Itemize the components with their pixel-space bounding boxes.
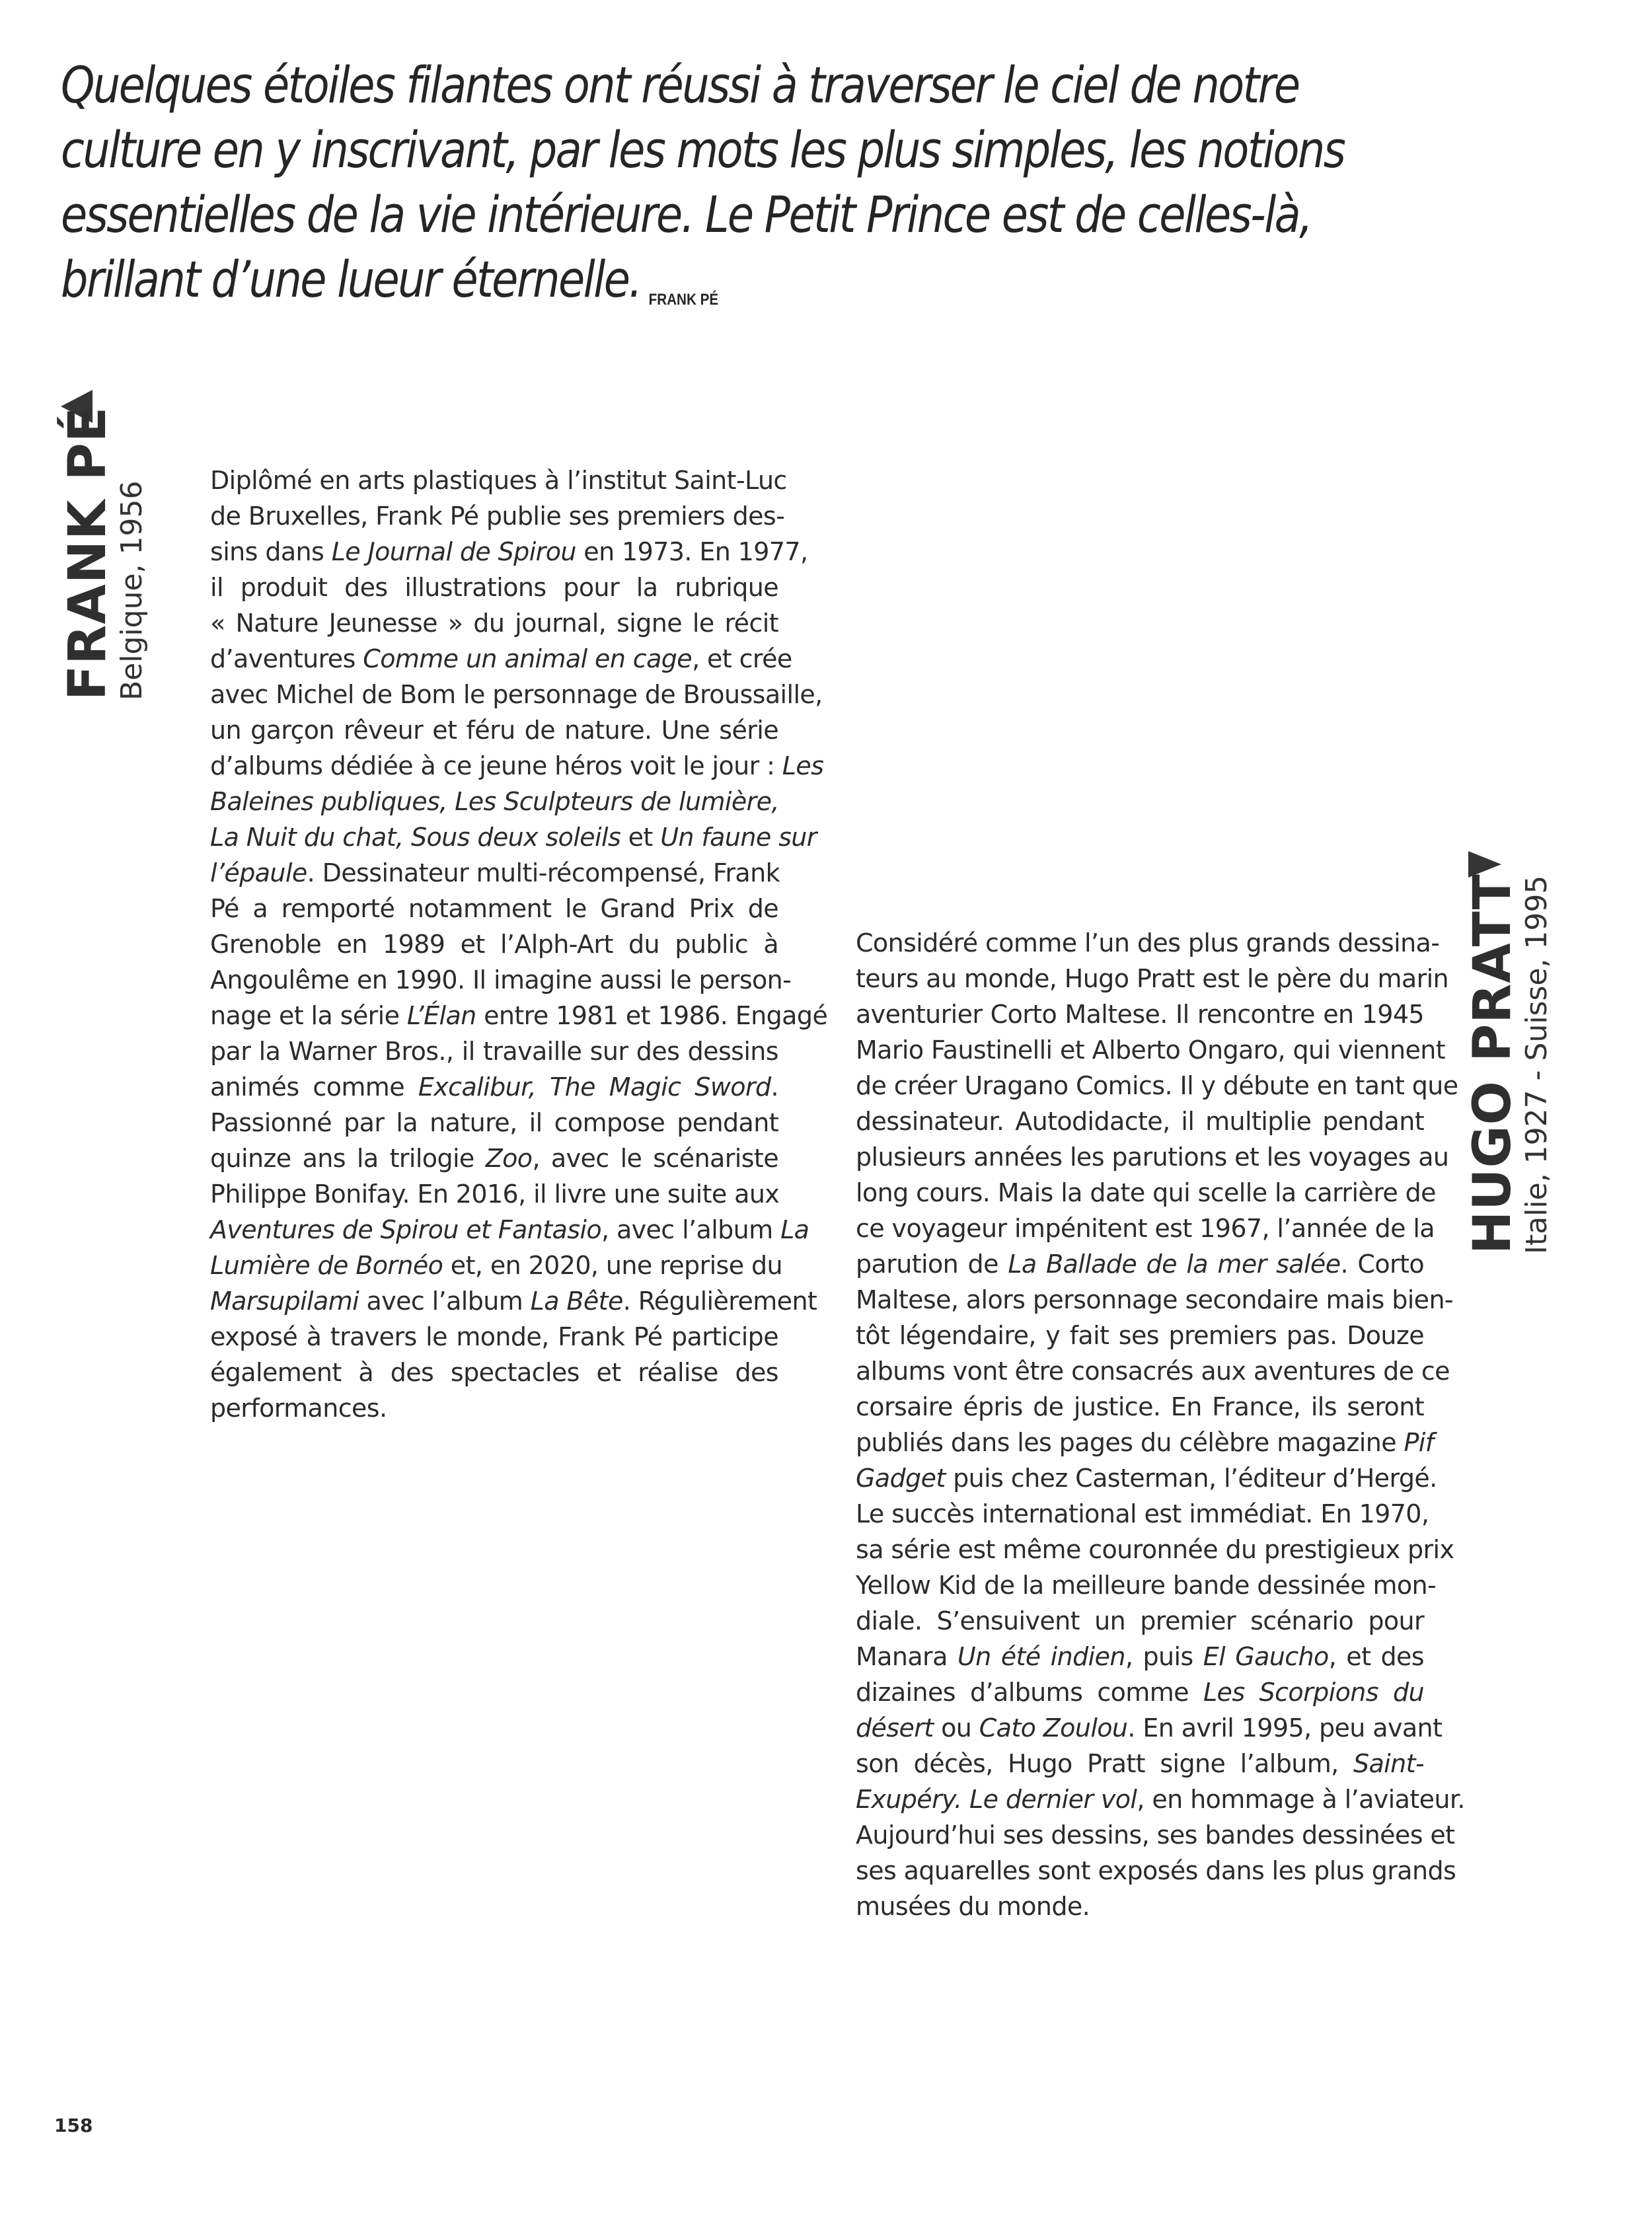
italic-title: Aventures de Spirou et Fantasio: [210, 1215, 601, 1244]
bio-line: Pé a remporté notamment le Grand Prix de: [210, 894, 778, 923]
bio-line: Marsupilami avec l’album La Bête. Régulièrement: [210, 1287, 817, 1316]
italic-title: Un faune sur: [660, 823, 817, 852]
italic-title: La Ballade de la mer salée: [1008, 1250, 1341, 1279]
bio-line: désert ou Cato Zoulou. En avril 1995, peu avant: [856, 1713, 1443, 1743]
bio-line: albums vont être consacrés aux aventures de ce: [856, 1357, 1450, 1386]
bio-line: Yellow Kid de la meilleure bande dessinée mon-: [856, 1571, 1437, 1600]
bio-line: Gadget puis chez Casterman, l’éditeur d’Hergé.: [856, 1464, 1437, 1493]
bio-line: parution de La Ballade de la mer salée. Corto: [856, 1250, 1424, 1279]
quote-line: culture en y inscrivant, par les mots les plus simples, les notions: [61, 120, 1345, 179]
bio-line: Passionné par la nature, il compose pendant: [210, 1108, 778, 1137]
italic-title: Saint-: [1353, 1749, 1424, 1778]
epigraph-quote: [61, 53, 1345, 332]
italic-title: La: [780, 1215, 809, 1244]
bio-line: Maltese, alors personnage secondaire mais bien-: [856, 1285, 1454, 1314]
italic-title: désert: [856, 1713, 934, 1743]
italic-title: El Gaucho: [1203, 1642, 1329, 1671]
quote-line-last: [61, 247, 1265, 332]
bio-line: publiés dans les pages du célèbre magazine Pif: [856, 1428, 1434, 1457]
bio-line: Grenoble en 1989 et l’Alph-Art du public à: [210, 930, 778, 959]
bio-line: également à des spectacles et réalise des: [210, 1358, 778, 1387]
quote-line: Quelques étoiles filantes ont réussi à traverser le ciel de notre: [61, 56, 1299, 114]
artist-heading-frank-pe: [58, 406, 149, 700]
bio-line: Mario Faustinelli et Alberto Ongaro, qui viennent: [856, 1035, 1446, 1065]
bio-line: tôt légendaire, y fait ses premiers pas. Douze: [856, 1321, 1424, 1350]
bio-line: ce voyageur impénitent est 1967, l’année de la: [856, 1214, 1435, 1243]
italic-title: Les: [782, 751, 824, 780]
bio-line: avec Michel de Bom le personnage de Broussaille,: [210, 680, 823, 709]
bio-line: animés comme Excalibur, The Magic Sword.: [210, 1072, 778, 1102]
bio-line: il produit des illustrations pour la rubrique: [210, 573, 778, 602]
italic-title: Baleines publiques, Les Sculpteurs de lumière,: [210, 787, 779, 816]
bio-line: l’épaule. Dessinateur multi-récompensé, Frank: [210, 858, 780, 887]
bio-line: La Nuit du chat, Sous deux soleils et Un faune sur: [210, 823, 817, 852]
italic-title: Pif: [1404, 1428, 1434, 1457]
bio-line: diale. S’ensuivent un premier scénario pour: [856, 1606, 1424, 1635]
italic-title: Comme un animal en cage: [363, 644, 693, 673]
italic-title: Exupéry. Le dernier vol: [856, 1785, 1137, 1814]
italic-title: Cato Zoulou: [979, 1713, 1128, 1743]
bio-line: corsaire épris de justice. En France, ils seront: [856, 1392, 1424, 1421]
bio-line: plusieurs années les parutions et les voyages au: [856, 1143, 1449, 1172]
bio-line: de créer Uragano Comics. Il y débute en tant que: [856, 1071, 1458, 1100]
quote-attribution: FRANK PÉ: [648, 291, 719, 309]
bio-line: [210, 784, 778, 819]
italic-title: Zoo: [485, 1144, 533, 1173]
bio-line: Philippe Bonifay. En 2016, il livre une suite aux: [210, 1180, 780, 1209]
artist-name: FRANK PÉ: [58, 406, 118, 700]
bio-line: un garçon rêveur et féru de nature. Une série: [210, 716, 778, 745]
italic-title: Les Scorpions du: [1203, 1678, 1424, 1707]
italic-title: Gadget: [856, 1464, 946, 1493]
bio-line: performances.: [210, 1394, 387, 1423]
artist-heading-hugo-pratt: [1463, 874, 1554, 1254]
bio-line: dessinateur. Autodidacte, il multiplie pendant: [856, 1107, 1424, 1136]
bio-line: ses aquarelles sont exposés dans les plus grands: [856, 1856, 1456, 1885]
artist-origin: Belgique, 1956: [115, 480, 149, 700]
italic-title: l’épaule: [210, 858, 307, 887]
bio-line: d’albums dédiée à ce jeune héros voit le jour : Les: [210, 751, 824, 780]
bio-line: « Nature Jeunesse » du journal, signe le récit: [210, 609, 778, 638]
bio-line: Exupéry. Le dernier vol, en hommage à l’aviateur.: [856, 1785, 1465, 1814]
bio-line: aventurier Corto Maltese. Il rencontre en 1945: [856, 1000, 1424, 1029]
bio-line: sins dans Le Journal de Spirou en 1973. En 1977,: [210, 537, 808, 566]
italic-title: Le Journal de Spirou: [331, 537, 576, 566]
bio-line: Considéré comme l’un des plus grands dessina-: [856, 928, 1440, 957]
italic-title: La Nuit du chat, Sous deux soleils: [210, 823, 621, 852]
bio-line: de Bruxelles, Frank Pé publie ses premiers des-: [210, 502, 785, 531]
bio-line: exposé à travers le monde, Frank Pé participe: [210, 1322, 778, 1351]
bio-line: long cours. Mais la date qui scelle la carrière de: [856, 1178, 1436, 1207]
bio-line: dizaines d’albums comme Les Scorpions du: [856, 1678, 1424, 1707]
quote-line: essentielles de la vie intérieure. Le Petit Prince est de celles-là,: [61, 185, 1312, 244]
artist-bio-frank-pe: [210, 463, 828, 1426]
bio-line: nage et la série L’Élan entre 1981 et 1986. Engagé: [210, 1001, 828, 1030]
bio-line: quinze ans la trilogie Zoo, avec le scénariste: [210, 1144, 778, 1173]
artist-bio-hugo-pratt: [856, 925, 1465, 1924]
italic-title: Marsupilami: [210, 1287, 359, 1316]
bio-line: Lumière de Bornéo et, en 2020, une reprise du: [210, 1251, 783, 1280]
artist-name: HUGO PRATT: [1463, 874, 1522, 1254]
italic-title: Lumière de Bornéo: [210, 1251, 443, 1280]
bio-line: Aujourd’hui ses dessins, ses bandes dessinées et: [856, 1820, 1455, 1850]
italic-title: L’Élan: [406, 1001, 476, 1030]
bio-line: teurs au monde, Hugo Pratt est le père du marin: [856, 964, 1449, 993]
artist-origin: Italie, 1927 - Suisse, 1995: [1520, 875, 1554, 1254]
bio-line: Angoulême en 1990. Il imagine aussi le person-: [210, 965, 792, 994]
bio-line: Diplômé en arts plastiques à l’institut Saint-Luc: [210, 466, 787, 495]
italic-title: Un été indien: [957, 1642, 1125, 1671]
quote-line-text: brillant d’une lueur éternelle.: [61, 250, 641, 309]
bio-line: sa série est même couronnée du prestigieux prix: [856, 1535, 1454, 1564]
italic-title: Excalibur, The Magic Sword: [418, 1072, 771, 1102]
bio-line: par la Warner Bros., il travaille sur des dessins: [210, 1037, 778, 1066]
bio-line: d’aventures Comme un animal en cage, et crée: [210, 644, 792, 673]
italic-title: La Bête: [530, 1287, 623, 1316]
bio-line: Le succès international est immédiat. En 1970,: [856, 1499, 1429, 1528]
bio-line: Manara Un été indien, puis El Gaucho, et des: [856, 1642, 1424, 1671]
page-number: 158: [54, 2115, 93, 2136]
bio-line: son décès, Hugo Pratt signe l’album, Saint-: [856, 1749, 1424, 1778]
bio-line: Aventures de Spirou et Fantasio, avec l’album La: [210, 1215, 809, 1244]
bio-line: musées du monde.: [856, 1892, 1090, 1921]
